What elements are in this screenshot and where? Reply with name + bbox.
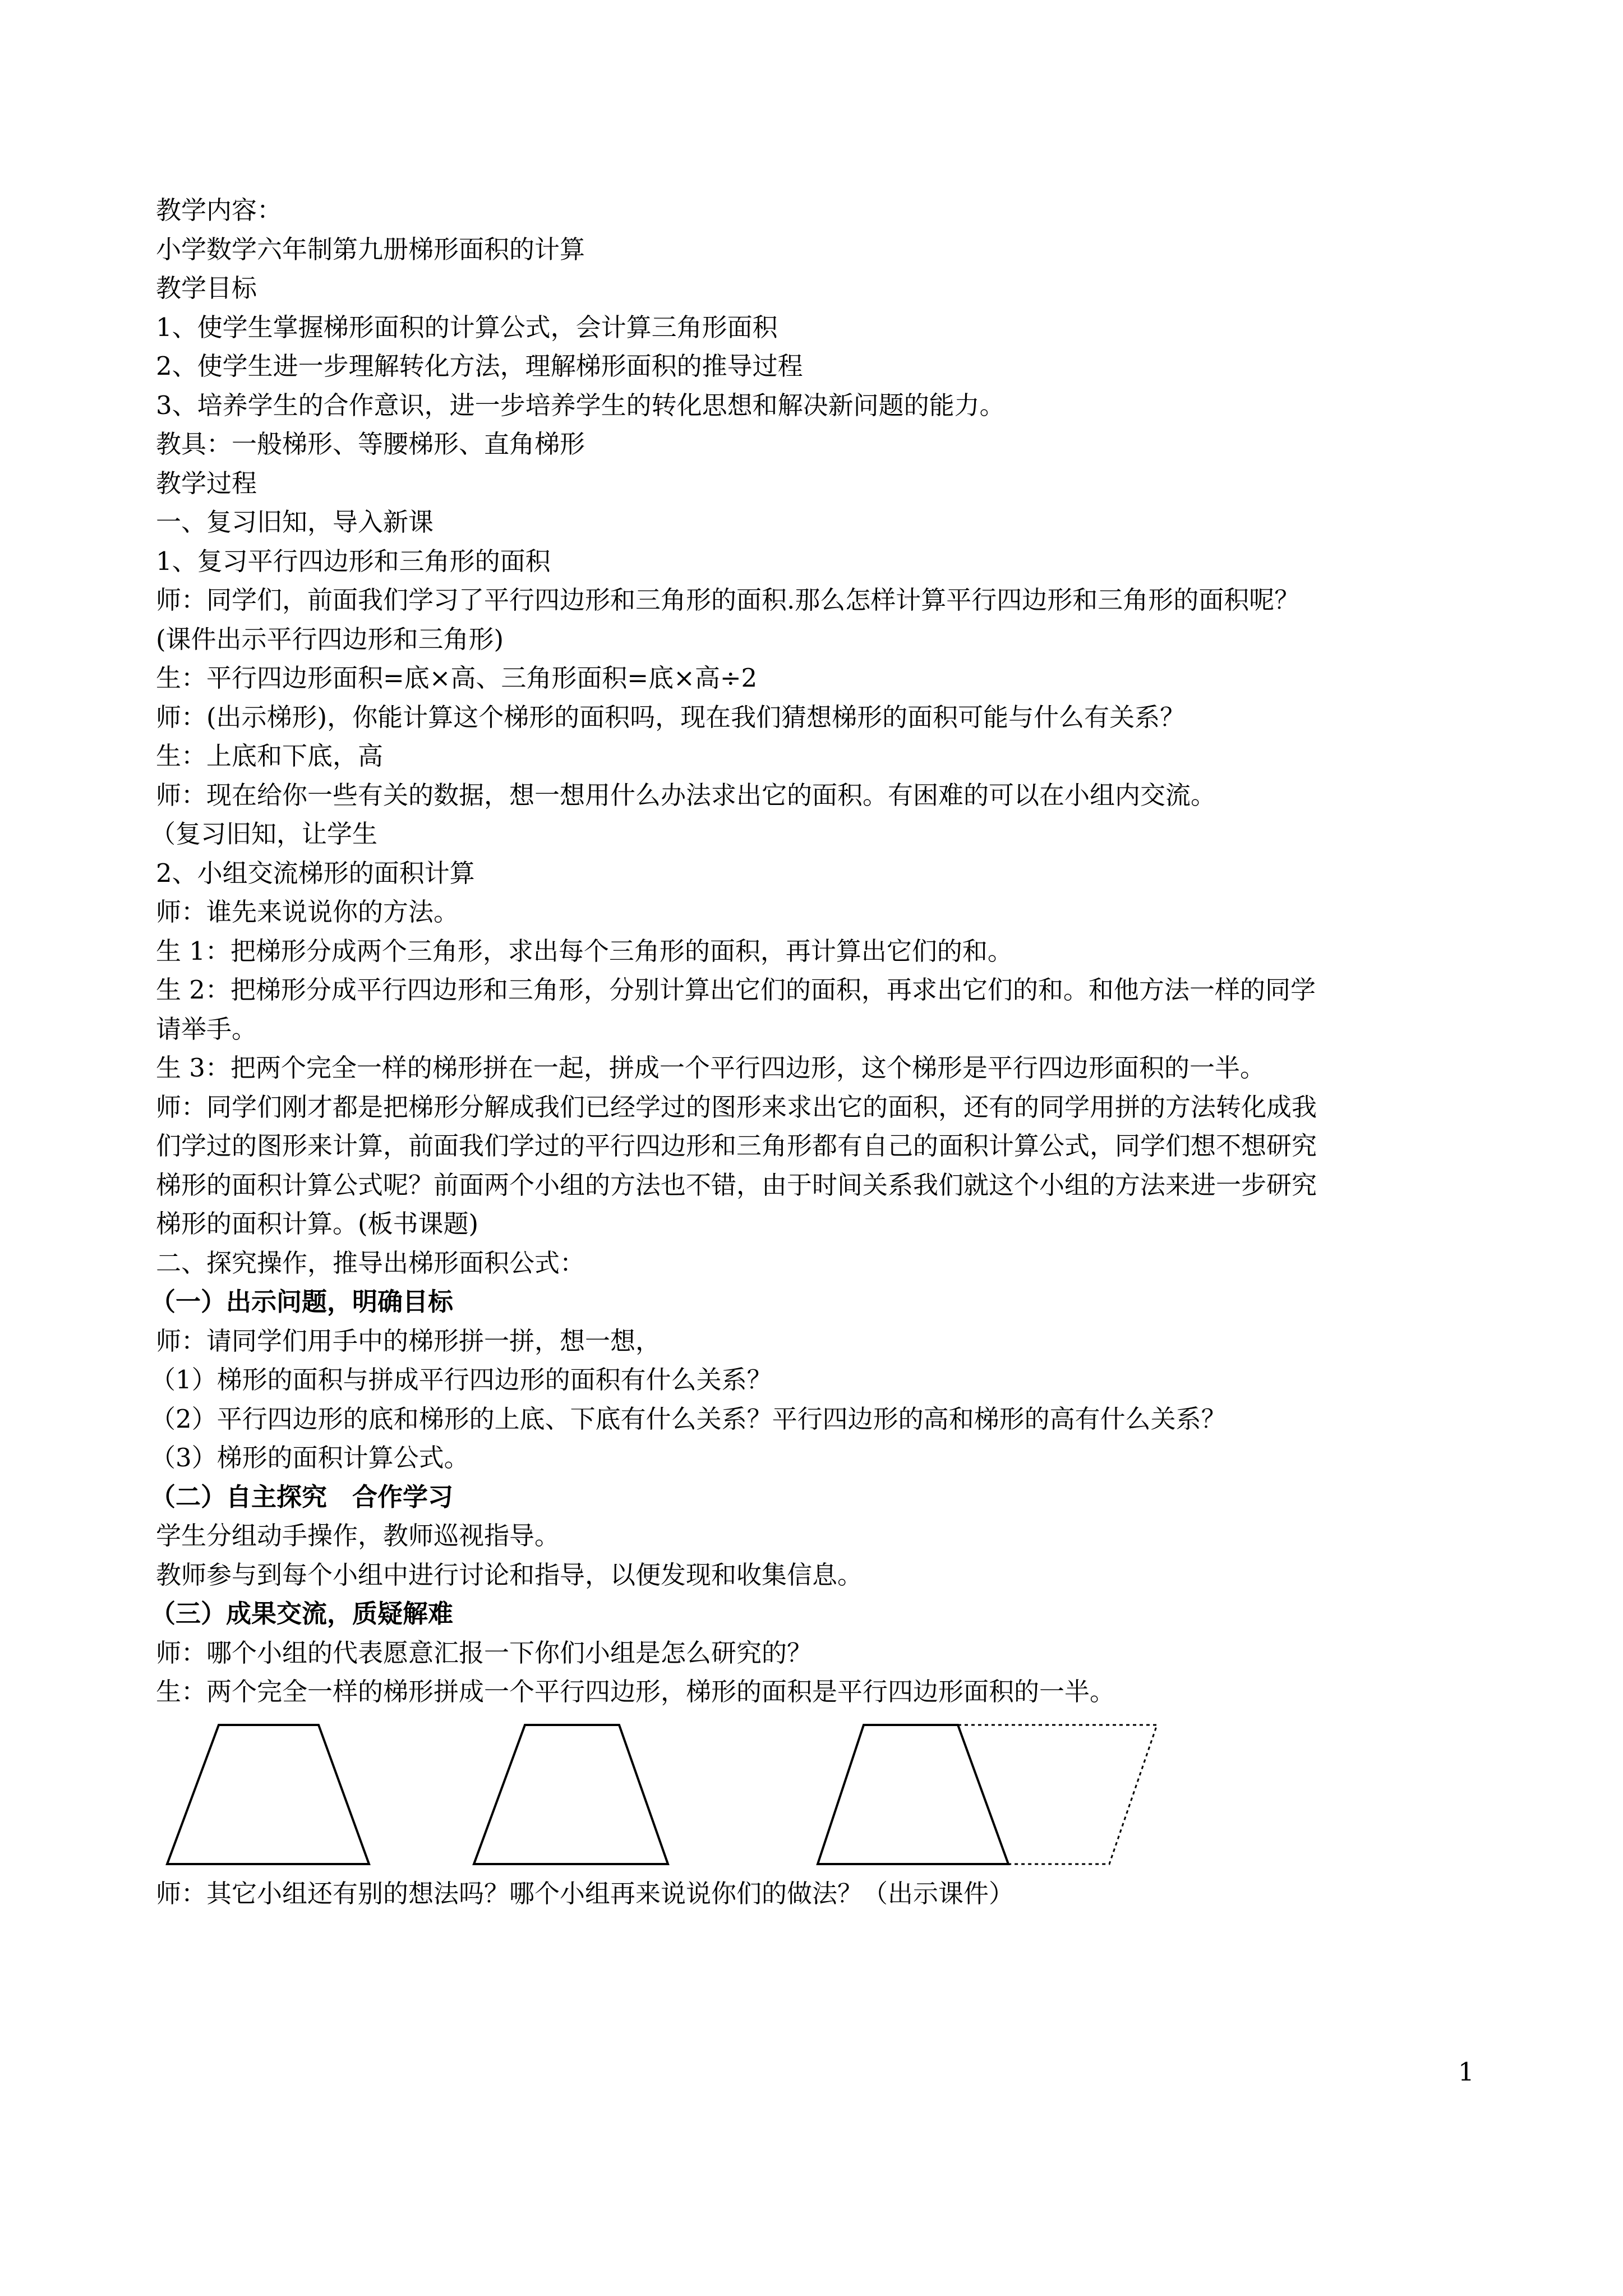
teacher-line: 师：同学们，前面我们学习了平行四边形和三角形的面积.那么怎样计算平行四边形和三角形的面积呢？ — [156, 585, 1300, 615]
teacher-paragraph-line: 梯形的面积计算公式呢？前面两个小组的方法也不错，由于时间关系我们就这个小组的方法来进一步研究 — [156, 1170, 1317, 1200]
dashed-trapezoid-complement — [958, 1725, 1157, 1864]
page-number: 1 — [1458, 2057, 1474, 2087]
heading-objectives: 教学目标 — [156, 273, 257, 303]
teacher-line: 师：哪个小组的代表愿意汇报一下你们小组是怎么研究的？ — [156, 1637, 813, 1668]
step-2-heading: 2、小组交流梯形的面积计算 — [156, 858, 475, 888]
objective-2: 2、使学生进一步理解转化方法，理解梯形面积的推导过程 — [156, 351, 803, 381]
teacher-paragraph-line: 梯形的面积计算。(板书课题) — [156, 1209, 479, 1239]
subsection-1-heading: （一）出示问题，明确目标 — [150, 1287, 454, 1317]
heading-teaching-content: 教学内容： — [156, 195, 283, 225]
step-1-heading: 1、复习平行四边形和三角形的面积 — [156, 546, 551, 576]
teacher-line: 师：请同学们用手中的梯形拼一拼，想一想， — [156, 1326, 661, 1356]
courseware-note: (课件出示平行四边形和三角形) — [156, 624, 504, 654]
question-1: （1）梯形的面积与拼成平行四边形的面积有什么关系？ — [150, 1365, 772, 1395]
student-1-line: 生 1：把梯形分成两个三角形，求出每个三角形的面积，再计算出它们的和。 — [156, 936, 1013, 966]
trapezoid-diagram — [156, 1711, 1479, 1874]
objective-3: 3、培养学生的合作意识，进一步培养学生的转化思想和解决新问题的能力。 — [156, 390, 1005, 420]
question-2: （2）平行四边形的底和梯形的上底、下底有什么关系？平行四边形的高和梯形的高有什么关系？ — [150, 1404, 1227, 1434]
document-body — [150, 191, 1479, 1913]
student-2-line: 生 2：把梯形分成平行四边形和三角形，分别计算出它们的面积，再求出它们的和。和他方法一样的同学 — [156, 975, 1316, 1005]
activity-line: 教师参与到每个小组中进行讨论和指导，以便发现和收集信息。 — [156, 1559, 863, 1590]
trapezoid-3 — [818, 1725, 1008, 1864]
teacher-paragraph-line: 师：同学们刚才都是把梯形分解成我们已经学过的图形来求出它的面积，还有的同学用拼的方法转化成我 — [156, 1092, 1317, 1122]
section-2-heading: 二、探究操作，推导出梯形面积公式： — [156, 1248, 585, 1278]
student-line: 生：平行四边形面积=底×高、三角形面积=底×高÷2 — [156, 663, 758, 693]
student-line: 生：上底和下底，高 — [156, 741, 384, 771]
objective-1: 1、使学生掌握梯形面积的计算公式，会计算三角形面积 — [156, 312, 778, 342]
question-3: （3）梯形的面积计算公式。 — [150, 1443, 469, 1473]
teacher-paragraph-line: 们学过的图形来计算，前面我们学过的平行四边形和三角形都有自己的面积计算公式，同学们想不想研究 — [156, 1131, 1317, 1161]
subsection-2-heading: （二）自主探究 合作学习 — [150, 1481, 454, 1512]
review-note: （复习旧知，让学生 — [150, 819, 378, 849]
subsection-3-heading: （三）成果交流，质疑解难 — [150, 1599, 454, 1628]
teacher-line: 师：谁先来说说你的方法。 — [156, 897, 459, 927]
lesson-title: 小学数学六年制第九册梯形面积的计算 — [156, 234, 585, 264]
trapezoid-figures — [156, 1711, 1479, 1874]
activity-line: 学生分组动手操作，教师巡视指导。 — [156, 1521, 560, 1550]
teacher-line-after-figure: 师：其它小组还有别的想法吗？哪个小组再来说说你们的做法？（出示课件） — [156, 1878, 1015, 1908]
heading-process: 教学过程 — [156, 468, 257, 498]
teacher-line: 师：(出示梯形)，你能计算这个梯形的面积吗，现在我们猜想梯形的面积可能与什么有关系？ — [156, 702, 1186, 732]
student-3-line: 生 3：把两个完全一样的梯形拼在一起，拼成一个平行四边形，这个梯形是平行四边形面积的一半。 — [156, 1053, 1265, 1083]
trapezoid-2 — [474, 1725, 668, 1864]
student-line: 生：两个完全一样的梯形拼成一个平行四边形，梯形的面积是平行四边形面积的一半。 — [156, 1677, 1115, 1706]
teaching-aids: 教具：一般梯形、等腰梯形、直角梯形 — [156, 429, 585, 459]
student-2-line-cont: 请举手。 — [156, 1014, 257, 1044]
section-1-heading: 一、复习旧知，导入新课 — [156, 507, 434, 537]
trapezoid-1 — [167, 1725, 369, 1864]
teacher-line: 师：现在给你一些有关的数据，想一想用什么办法求出它的面积。有困难的可以在小组内交流。 — [156, 780, 1216, 810]
